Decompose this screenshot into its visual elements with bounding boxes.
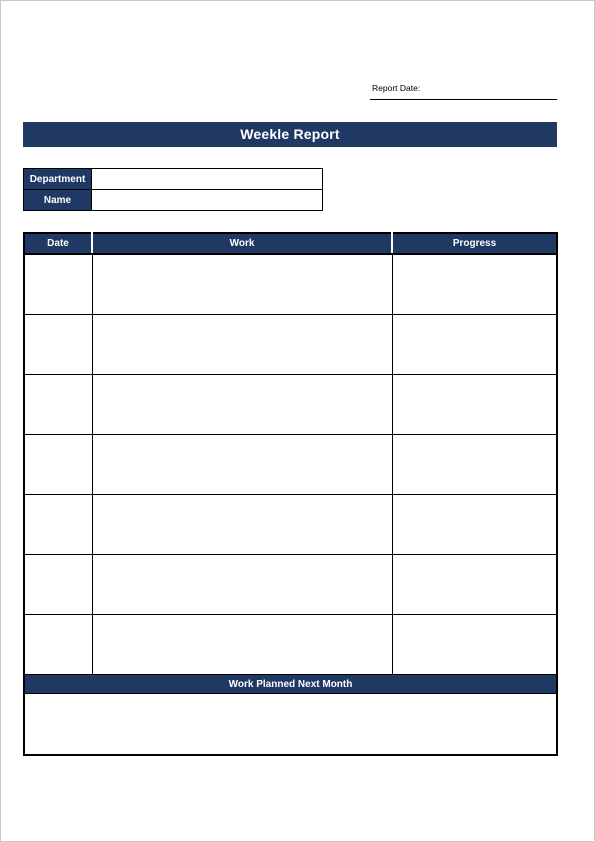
plan-header-row [24,675,557,694]
table-row [24,615,557,675]
date-cell[interactable] [24,555,92,615]
work-cell[interactable] [92,315,392,375]
column-header-date: Date [24,233,92,254]
department-row [24,169,323,190]
progress-cell[interactable] [392,375,557,435]
table-row [24,495,557,555]
log-header-row [24,233,557,254]
date-cell[interactable] [24,495,92,555]
column-header-progress: Progress [392,233,557,254]
date-cell[interactable] [24,315,92,375]
table-row [24,435,557,495]
progress-cell[interactable] [392,315,557,375]
date-cell[interactable] [24,435,92,495]
table-row [24,315,557,375]
weekly-log-table [23,232,558,756]
date-cell[interactable] [24,254,92,315]
plan-row [24,694,557,756]
work-cell[interactable] [92,435,392,495]
report-title: Weekle Report [23,122,557,147]
name-row [24,190,323,211]
department-label: Department [24,169,92,190]
work-cell[interactable] [92,615,392,675]
column-header-work: Work [92,233,392,254]
plan-heading: Work Planned Next Month [24,675,557,694]
name-value-cell[interactable] [92,190,323,211]
report-date-label: Report Date: [372,83,421,93]
department-value-cell[interactable] [92,169,323,190]
progress-cell[interactable] [392,495,557,555]
table-row [24,555,557,615]
progress-cell[interactable] [392,555,557,615]
date-cell[interactable] [24,615,92,675]
work-cell[interactable] [92,555,392,615]
table-row [24,375,557,435]
plan-content-cell[interactable] [24,694,557,756]
work-cell[interactable] [92,495,392,555]
info-table [23,168,323,211]
date-cell[interactable] [24,375,92,435]
progress-cell[interactable] [392,254,557,315]
work-cell[interactable] [92,375,392,435]
table-row [24,254,557,315]
name-label: Name [24,190,92,211]
work-cell[interactable] [92,254,392,315]
progress-cell[interactable] [392,615,557,675]
progress-cell[interactable] [392,435,557,495]
report-date-field[interactable] [370,83,557,100]
